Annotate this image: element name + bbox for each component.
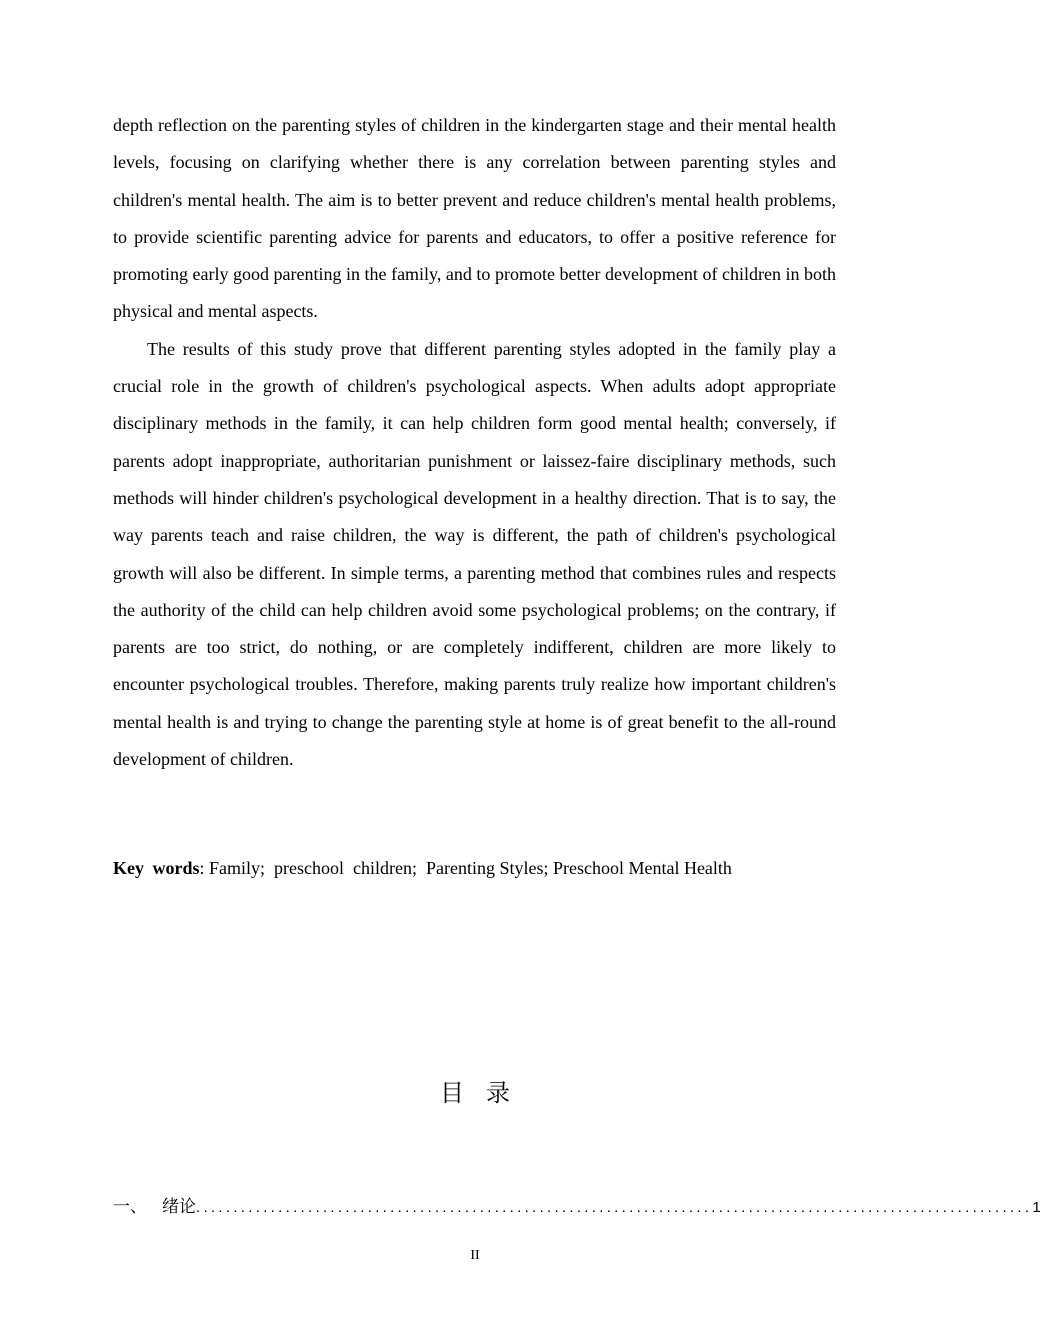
toc-entry-number: 一、 bbox=[113, 1197, 147, 1217]
keywords-line bbox=[113, 853, 836, 883]
keywords-text: Family; preschool children; Parenting Styles; Preschool Mental Health bbox=[204, 858, 732, 878]
toc-entry[interactable] bbox=[113, 1194, 1041, 1220]
toc-entry-page: 1 bbox=[1032, 1199, 1041, 1216]
toc-title: 目录 bbox=[440, 1079, 532, 1107]
abstract-paragraph-2: The results of this study prove that different parenting styles adopted in the family play a crucial role in the growth of children's psychological aspects. When adults adopt appropriate disciplinary methods in the family, it can help children form good mental health; conversely, if parents adopt inappropriate, authoritarian punishment or laissez-faire disciplinary methods, such methods will hinder children's psychological development in a healthy direction. That is to say, the way parents teach and raise children, the way is different, the path of children's psychological growth will also be different. In simple terms, a parenting method that combines rules and respects the authority of the child can help children avoid some psychological problems; on the contrary, if parents are too strict, do nothing, or are completely indifferent, children are more likely to encounter psychological troubles. Therefore, making parents truly realize how important children's mental health is and trying to change the parenting style at home is of great benefit to the all-round development of children. bbox=[113, 338, 836, 770]
page-number: II bbox=[470, 1248, 480, 1263]
abstract-body bbox=[113, 107, 836, 778]
toc-entry-text: 绪论 bbox=[162, 1197, 196, 1217]
keywords-label: Key words bbox=[113, 858, 200, 878]
abstract-paragraph-1: depth reflection on the parenting styles of children in the kindergarten stage and their mental health levels, focusing on clarifying whether there is any correlation between parenting styles and children's mental health. The aim is to better prevent and reduce children's mental health problems, to provide scientific parenting advice for parents and educators, to offer a positive reference for promoting early good parenting in the family, and to promote better development of children in both physical and mental aspects. bbox=[113, 115, 836, 322]
keywords-separator: : bbox=[199, 858, 205, 878]
toc-dot-leader: ................................................................................................................ bbox=[196, 1199, 1033, 1216]
